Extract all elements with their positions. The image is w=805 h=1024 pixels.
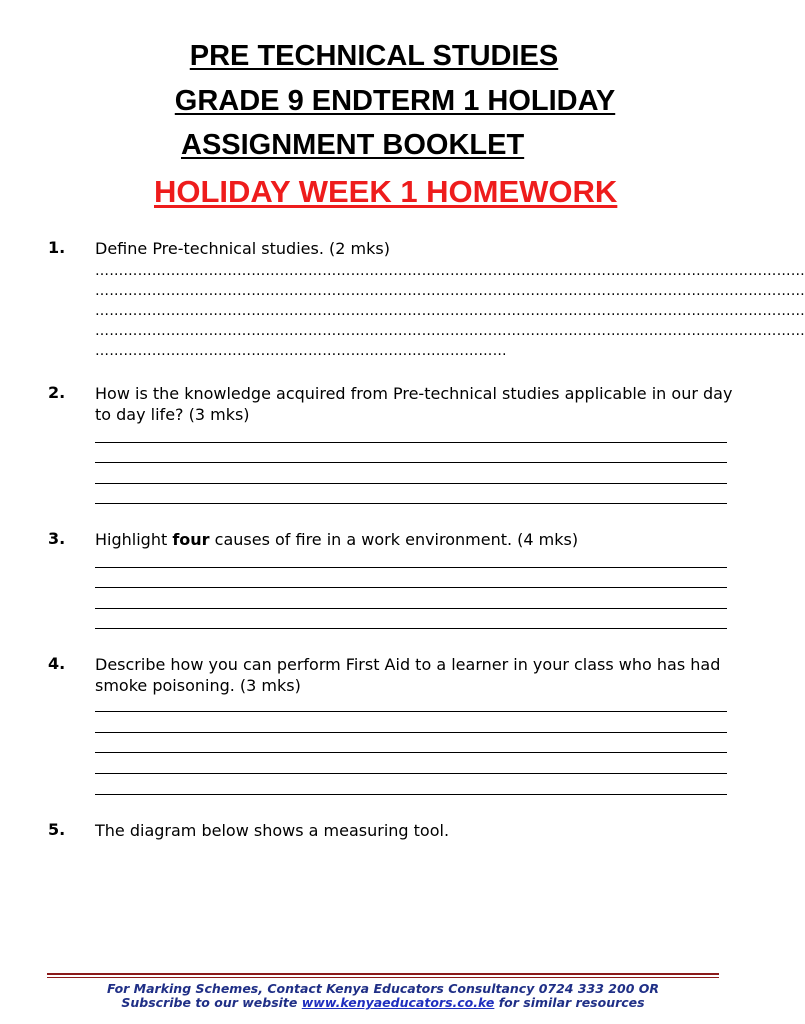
question-5-number: 5. <box>48 820 66 839</box>
website-link[interactable]: www.kenyaeducators.co.ke <box>301 995 495 1010</box>
week-heading: HOLIDAY WEEK 1 HOMEWORK <box>154 174 618 209</box>
question-3-text-end: causes of fire in a work environment. (4 mks) <box>209 530 579 549</box>
title-line-3: ASSIGNMENT BOOKLET <box>181 129 525 161</box>
answer-rule <box>95 503 727 504</box>
question-4-text: Describe how you can perform First Aid to a learner in your class who has had smoke poisoning. (3 mks) <box>95 655 721 695</box>
question-3-text-start: Highlight <box>95 530 173 549</box>
question-1-number: 1. <box>48 238 66 257</box>
title-line-2: GRADE 9 ENDTERM 1 HOLIDAY <box>174 85 616 117</box>
footer-subscribe-end: for similar resources <box>494 995 645 1010</box>
answer-rule <box>95 608 727 609</box>
question-2-number: 2. <box>48 383 66 402</box>
question-3-text <box>95 529 735 550</box>
footer-divider <box>47 973 719 975</box>
question-3-emphasis: four <box>172 530 210 549</box>
question-2-text: How is the knowledge acquired from Pre-technical studies applicable in our day to day life? (3 mks) <box>95 384 733 424</box>
footer-contact: For Marking Schemes, Contact Kenya Educators Consultancy 0724 333 200 OR <box>107 981 659 996</box>
answer-dots-line: …………………………………………………………………………………………………………………………………… <box>95 283 805 299</box>
question-3-number: 3. <box>48 529 66 548</box>
footer-subscribe <box>47 995 719 1010</box>
question-4-number: 4. <box>48 654 66 673</box>
footer-subscribe-start: Subscribe to our website <box>121 995 302 1010</box>
answer-rule <box>95 483 727 484</box>
question-1-text: Define Pre-technical studies. (2 mks) <box>95 239 390 258</box>
answer-rule <box>95 752 727 753</box>
answer-rule <box>95 567 727 568</box>
answer-dots-line: …………………………………………………………………………………………………………………………………… <box>95 323 805 339</box>
answer-dots-line: …………………………………………………………………………………………………………………………………… <box>95 263 805 279</box>
answer-rule <box>95 587 727 588</box>
question-5-text: The diagram below shows a measuring tool. <box>95 821 450 840</box>
answer-rule <box>95 628 727 629</box>
answer-rule <box>95 794 727 795</box>
title-line-1: PRE TECHNICAL STUDIES <box>189 40 559 72</box>
answer-rule <box>95 732 727 733</box>
answer-rule <box>95 773 727 774</box>
answer-rule <box>95 462 727 463</box>
answer-rule <box>95 711 727 712</box>
answer-rule <box>95 442 727 443</box>
answer-dots-line: …………………………………………………………………………… <box>95 343 507 359</box>
footer-divider-thin <box>47 977 719 978</box>
answer-dots-line: …………………………………………………………………………………………………………………………………… <box>95 303 805 319</box>
